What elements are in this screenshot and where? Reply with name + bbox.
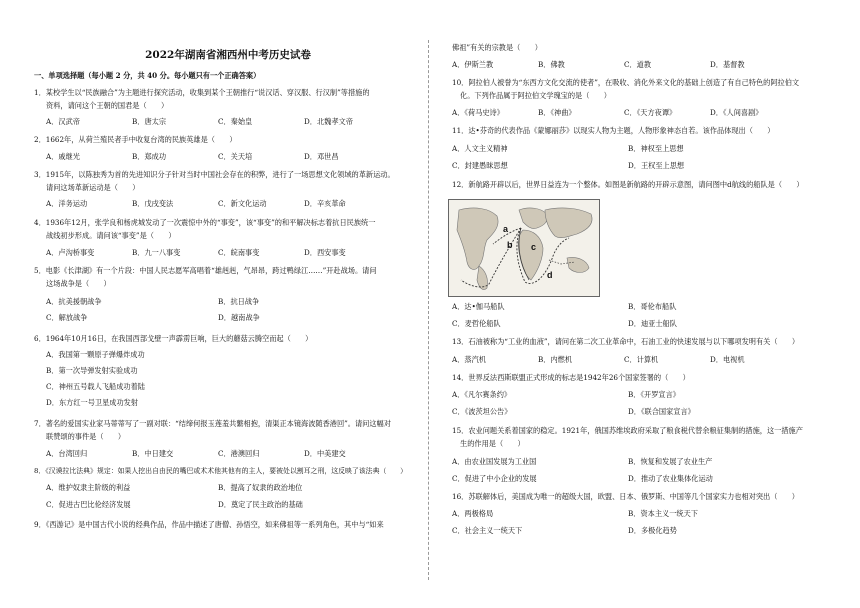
question-3-line-1: 3．1915年，以陈独秀为首的先进知识分子针对当时中国社会存在的积弊，进行了一场思想文化领域的革新运动。 (34, 170, 395, 179)
option-d[interactable]: D．北魏孝文帝 (304, 117, 353, 126)
route-label-d: d (547, 270, 553, 280)
question-14-options-row-2 (452, 407, 778, 417)
option-d[interactable]: D．推动了农业集体化运动 (628, 474, 713, 483)
option-b[interactable]: B．戊戌变法 (132, 199, 174, 208)
option-b[interactable]: B．恢复和发展了农业生产 (628, 457, 713, 466)
option-b[interactable]: B．第一次导弹发射实验成功 (46, 366, 138, 375)
question-7-options (46, 449, 404, 459)
question-14-line-1: 14．世界反法西斯联盟正式形成的标志是1942年26个国家签署的（ ） (452, 373, 690, 382)
option-d[interactable]: D．迪亚士船队 (628, 319, 677, 328)
option-c[interactable]: C．秦始皇 (218, 117, 253, 126)
question-11-options-row-1 (452, 144, 778, 154)
question-1-line-1: 1．某校学生以“民族融合”为主题进行探究活动，收集到某个王朝推行“说汉话、穿汉服、行汉制”等措施的 (34, 88, 370, 97)
option-c[interactable]: C．封建愚昧思想 (452, 161, 508, 170)
new-sea-routes-map (448, 199, 600, 297)
question-12-options-row-2 (452, 319, 778, 329)
map-drawing (449, 200, 599, 296)
option-b[interactable]: B．哥伦布船队 (628, 302, 677, 311)
question-16-options-row-2 (452, 526, 778, 536)
option-c[interactable]: C．《波茨坦公告》 (452, 407, 512, 416)
option-a[interactable]: A．洋务运动 (46, 199, 88, 208)
question-14-options-row-1 (452, 390, 778, 400)
option-b[interactable]: B．内燃机 (538, 355, 573, 364)
option-a[interactable]: A．达•伽马船队 (452, 302, 505, 311)
option-c[interactable]: C．解放战争 (46, 313, 88, 322)
option-c[interactable]: C．计算机 (624, 355, 659, 364)
question-4-line-2: 战线初步形成。请问该“事变”是（ ） (46, 231, 176, 240)
exam-title: 2022年湖南省湘西州中考历史试卷 (145, 49, 311, 61)
question-13-options (452, 355, 810, 365)
option-c[interactable]: C．《天方夜谭》 (624, 108, 677, 117)
question-1-options (46, 117, 404, 127)
option-c[interactable]: C．麦哲伦船队 (452, 319, 501, 328)
question-13-line-1: 13．石油被称为“工业的血液”，请问在第二次工业革命中，石油工业的快速发展与以下哪项发明有关（ ） (452, 337, 800, 346)
option-c[interactable]: C．港澳回归 (218, 449, 260, 458)
question-5-options-row-1 (46, 297, 368, 307)
option-a[interactable]: A．我国第一颗原子弹爆炸成功 (46, 350, 145, 359)
option-a[interactable]: A．戚继光 (46, 152, 80, 161)
option-a[interactable]: A．两极格局 (452, 509, 494, 518)
option-d[interactable]: D．邓世昌 (304, 152, 339, 161)
question-9-options (452, 60, 810, 70)
option-d[interactable]: D．东方红一号卫星成功发射 (46, 398, 139, 407)
column-divider (428, 40, 429, 580)
option-a[interactable]: A．由农业国发展为工业国 (452, 457, 537, 466)
question-8-options-row-2 (46, 500, 368, 510)
question-3-options (46, 199, 404, 209)
question-2-line-1: 2．1662年，从荷兰殖民者手中收复台湾的民族英雄是（ ） (34, 135, 237, 144)
question-6-line-1: 6．1964年10月16日，在我国西部戈壁一声霹雳巨响，巨大的蘑菇云腾空而起（ ） (34, 334, 313, 343)
question-12-line-1: 12．新航路开辟以后，世界日益连为一个整体。如图是新航路的开辟示意图，请问图中d航线的船队是（ ） (452, 180, 804, 189)
option-a[interactable]: A．《凡尔赛条约》 (452, 390, 512, 399)
option-d[interactable]: D．王权至上思想 (628, 161, 685, 170)
option-b[interactable]: B．提高了奴隶的政治地位 (218, 483, 303, 492)
option-b[interactable]: B．《开罗宣言》 (628, 390, 680, 399)
option-b[interactable]: B．唐太宗 (132, 117, 167, 126)
question-1-line-2: 资料，请问这个王朝的国君是（ ） (46, 101, 169, 110)
option-d[interactable]: D．多极化趋势 (628, 526, 677, 535)
option-c[interactable]: C．促进古巴比伦经济发展 (46, 500, 131, 509)
option-a[interactable]: A．蒸汽机 (452, 355, 486, 364)
option-c[interactable]: C．新文化运动 (218, 199, 267, 208)
option-c[interactable]: C．促进了中小企业的发展 (452, 474, 537, 483)
question-8-line-1: 8．《汉谟拉比法典》规定：如果人挖出自由民的嘴巴或术术他其他有的主人，要被处以割耳之刑，这反映了该法典（ ） (34, 467, 408, 475)
option-c[interactable]: C．皖南事变 (218, 248, 260, 257)
option-c[interactable]: C．道教 (624, 60, 652, 69)
question-5-options-row-2 (46, 313, 368, 323)
question-9-line-1: 9．《西游记》是中国古代小说的经典作品，作品中描述了唐僧、孙悟空，如来佛祖等一系列角色，其中与“如来 (34, 520, 384, 529)
option-a[interactable]: A．维护奴隶主阶级的利益 (46, 483, 131, 492)
option-a[interactable]: A．人文主义精神 (452, 144, 508, 153)
section-heading: 一、单项选择题（每小题 2 分，共 40 分。每小题只有一个正确答案） (34, 71, 261, 80)
question-15-line-1: 15．农业问题关系着国家的稳定。1921年，俄国苏维埃政府采取了粮食税代替余粮征集制的措施，这一措施产 (452, 426, 803, 435)
option-d[interactable]: D．电视机 (710, 355, 745, 364)
question-10-line-1: 10．阿拉伯人被誉为“东西方文化交流的使者”，在吸收、消化外来文化的基础上创造了有自己特色的阿拉伯文 (452, 78, 800, 87)
question-5-line-2: 这场战争是（ ） (46, 279, 111, 288)
option-a[interactable]: A．抗美援朝战争 (46, 297, 102, 306)
option-d[interactable]: D．奠定了民主政治的基础 (218, 500, 303, 509)
question-16-line-1: 16．苏联解体后，美国成为唯一的超级大国，欧盟、日本、俄罗斯、中国等几个国家实力也相对突出（ ） (452, 492, 799, 501)
option-b[interactable]: B．神权至上思想 (628, 144, 684, 153)
option-a[interactable]: A．台湾回归 (46, 449, 88, 458)
question-3-line-2: 请问这场革新运动是（ ） (46, 183, 140, 192)
question-15-line-2: 生的作用是（ ） (460, 439, 525, 448)
question-15-options-row-1 (452, 457, 778, 467)
option-c[interactable]: C．关天培 (218, 152, 253, 161)
option-c[interactable]: C．社会主义一统天下 (452, 526, 523, 535)
option-d[interactable]: D．辛亥革命 (304, 199, 346, 208)
question-12-options-row-1 (452, 302, 778, 312)
option-a[interactable]: A．《荷马史诗》 (452, 108, 504, 117)
question-10-line-2: 化。下列作品属于阿拉伯文学瑰宝的是（ ） (460, 91, 611, 100)
question-11-line-1: 11．达•芬奇的代表作品《蒙娜丽莎》以现实人物为主题，人物形象神态自若。该作品体现出（ ） (452, 126, 775, 135)
question-4-line-1: 4．1936年12月，张学良和杨虎城发动了一次震惊中外的“事变”，该“事变”的和平解决标志着抗日民族统一 (34, 218, 376, 227)
option-b[interactable]: B．九一八事变 (132, 248, 181, 257)
route-label-b: b (507, 240, 513, 250)
option-b[interactable]: B．资本主义一统天下 (628, 509, 698, 518)
question-16-options-row-1 (452, 509, 778, 519)
question-8-options-row-1 (46, 483, 368, 493)
question-7-line-2: 联赞颂的事件是（ ） (46, 432, 126, 441)
option-d[interactable]: D．《人间喜剧》 (710, 108, 763, 117)
option-d[interactable]: D．中美建交 (304, 449, 346, 458)
option-b[interactable]: B．郑成功 (132, 152, 167, 161)
option-b[interactable]: B．佛教 (538, 60, 565, 69)
option-a[interactable]: A．伊斯兰教 (452, 60, 494, 69)
route-label-c: c (531, 242, 537, 252)
option-b[interactable]: B．中日建交 (132, 449, 174, 458)
option-a[interactable]: A．汉武帝 (46, 117, 80, 126)
route-label-a: a (503, 224, 509, 234)
question-15-options-row-2 (452, 474, 778, 484)
question-7-line-1: 7．著名的爱国实业家马蒂蒂写了一副对联：“结缔何报玉莲羞共蘩相抱，清渠正本镜海波随香港回”。请问这幅对 (34, 419, 391, 428)
question-11-options-row-2 (452, 161, 778, 171)
question-4-options (46, 248, 404, 258)
option-d[interactable]: D．《联合国家宣言》 (628, 407, 695, 416)
option-a[interactable]: A．卢沟桥事变 (46, 248, 95, 257)
question-10-options (452, 108, 810, 118)
question-5-line-1: 5．电影《长津湖》有一个片段：中国人民志愿军高唱着“雄赳赳，气昂昂，跨过鸭绿江……”开赴战场。请问 (34, 266, 377, 275)
question-9-line-2: 佛祖”有关的宗教是（ ） (452, 43, 542, 52)
option-d[interactable]: D．基督教 (710, 60, 745, 69)
question-2-options (46, 152, 404, 162)
option-b[interactable]: B．抗日战争 (218, 297, 260, 306)
option-d[interactable]: D．西安事变 (304, 248, 346, 257)
option-c[interactable]: C．神州五号载人飞船成功着陆 (46, 382, 145, 391)
option-b[interactable]: B．《神曲》 (538, 108, 576, 117)
option-d[interactable]: D．越南战争 (218, 313, 260, 322)
